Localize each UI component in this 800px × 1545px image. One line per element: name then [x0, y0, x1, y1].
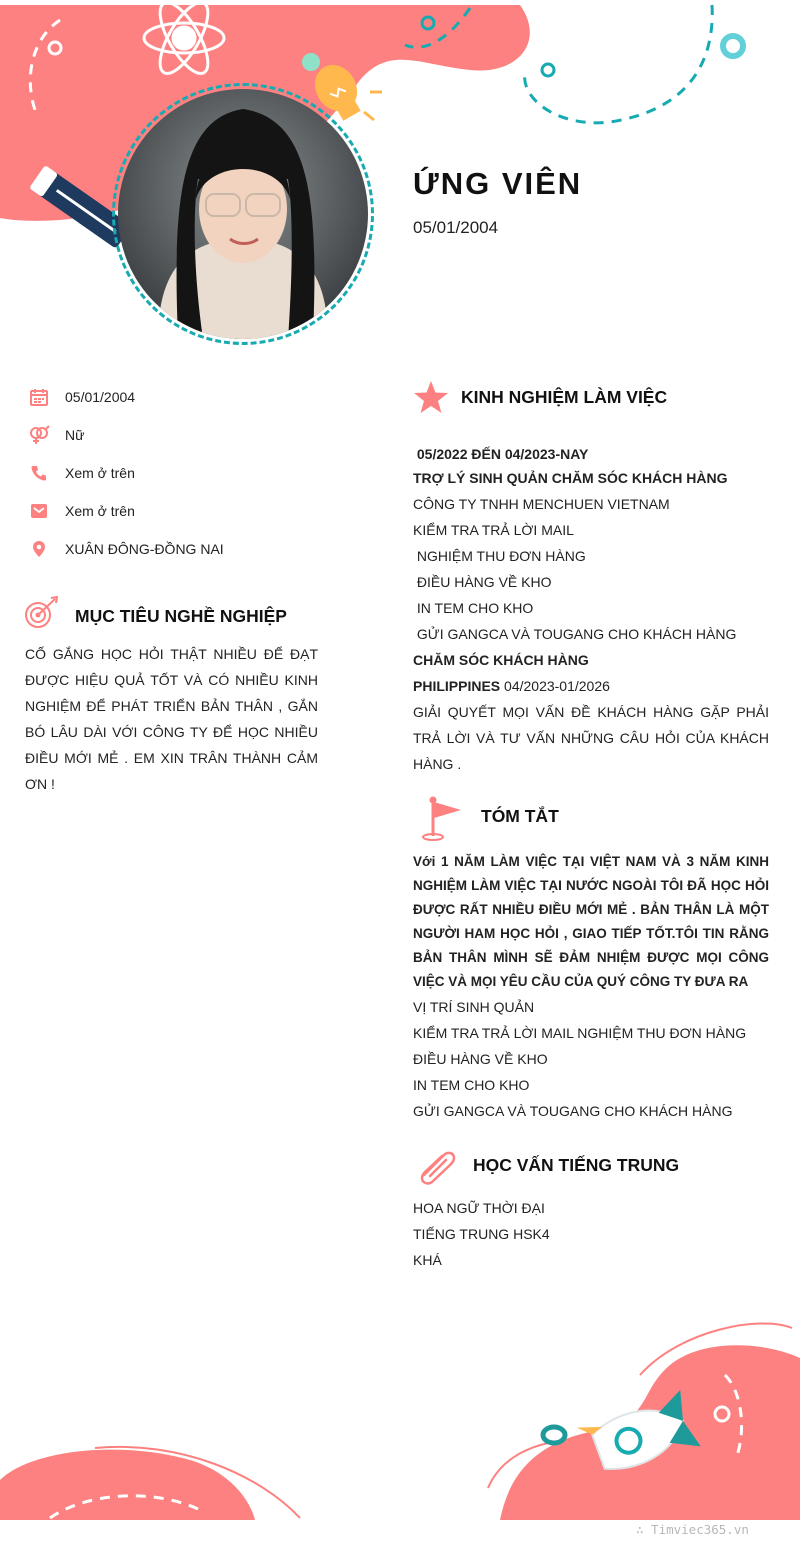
- calendar-icon: [28, 386, 50, 408]
- contact-value: Xem ở trên: [65, 465, 135, 481]
- experience-location-dates: 04/2023-01/2026: [500, 678, 610, 694]
- education-line: HOA NGỮ THỜI ĐẠI: [413, 1200, 545, 1216]
- experience-line: CHĂM SÓC KHÁCH HÀNG: [413, 652, 589, 668]
- education-title: HỌC VẤN TIẾNG TRUNG: [473, 1155, 680, 1175]
- header-birth-date: 05/01/2004: [413, 218, 499, 237]
- avatar: [118, 89, 368, 339]
- phone-icon: [28, 462, 50, 484]
- objective-title: MỤC TIÊU NGHỀ NGHIỆP: [75, 606, 287, 626]
- contact-value: Nữ: [65, 427, 85, 443]
- summary-title: TÓM TẮT: [481, 806, 559, 826]
- contact-address: [28, 537, 224, 561]
- summary-line: KIỂM TRA TRẢ LỜI MAIL NGHIỆM THU ĐƠN HÀNG: [413, 1025, 747, 1041]
- contact-value: XUÂN ĐÔNG-ĐỒNG NAI: [65, 541, 224, 557]
- summary-line: IN TEM CHO KHO: [413, 1077, 530, 1093]
- experience-location-name: PHILIPPINES: [413, 678, 501, 694]
- experience-line: NGHIỆM THU ĐƠN HÀNG: [413, 548, 586, 564]
- experience-line: 05/2022 ĐẾN 04/2023-NAY: [413, 446, 589, 462]
- experience-line: GỬI GANGCA VÀ TOUGANG CHO KHÁCH HÀNG: [413, 626, 737, 642]
- footer-decoration: [0, 1300, 800, 1520]
- contact-value: Xem ở trên: [65, 503, 135, 519]
- contact-birth-date: [28, 385, 135, 409]
- experience-line: TRỢ LÝ SINH QUẢN CHĂM SÓC KHÁCH HÀNG: [413, 470, 728, 486]
- experience-line: ĐIỀU HÀNG VỀ KHO: [413, 574, 552, 590]
- experience-line: KIỂM TRA TRẢ LỜI MAIL: [413, 522, 574, 538]
- watermark: ∴ Timviec365.vn: [636, 1522, 749, 1537]
- experience-line: IN TEM CHO KHO: [413, 600, 534, 616]
- contact-gender: [28, 423, 84, 447]
- flag-icon: [421, 796, 465, 847]
- education-line: KHÁ: [413, 1252, 442, 1268]
- email-icon: [28, 500, 50, 522]
- summary-line: VỊ TRÍ SINH QUẢN: [413, 999, 535, 1015]
- location-pin-icon: [28, 538, 50, 560]
- summary-line: GỬI GANGCA VÀ TOUGANG CHO KHÁCH HÀNG: [413, 1103, 733, 1119]
- candidate-name: ỨNG VIÊN: [413, 166, 583, 201]
- summary-text: Với 1 NĂM LÀM VIỆC TẠI VIỆT NAM VÀ 3 NĂM KINH NGHIỆM LÀM VIỆC TẠI NƯỚC NGOÀI TÔI ĐÃ HỌC HỎI ĐƯỢC RẤT NHIỀU ĐIỀU MỚI MẺ . BẢN THÂN LÀ MỘT NGƯỜI HAM HỌC HỎI , GIAO TIẾP TỐT.TÔI TIN RẰNG BẢN THÂN MÌNH SẼ ĐẢM NHIỆM ĐƯỢC MỌI CÔNG VIỆC VÀ MỌI YÊU CẦU CỦA QUÝ CÔNG TY ĐƯA RA: [413, 854, 769, 989]
- paperclip-icon: [416, 1145, 460, 1190]
- summary-body: [413, 850, 769, 1124]
- gender-icon: [28, 424, 50, 446]
- experience-tail: GIẢI QUYẾT MỌI VẤN ĐỀ KHÁCH HÀNG GẶP PHẢI TRẢ LỜI VÀ TƯ VẤN NHỮNG CÂU HỎI CỦA KHÁCH HÀNG .: [413, 704, 769, 772]
- star-icon: [413, 380, 449, 419]
- contact-value: 05/01/2004: [65, 389, 136, 405]
- target-icon: [24, 596, 60, 635]
- education-body: [413, 1195, 769, 1273]
- education-line: TIẾNG TRUNG HSK4: [413, 1226, 550, 1242]
- summary-line: ĐIỀU HÀNG VỀ KHO: [413, 1051, 548, 1067]
- experience-title: KINH NGHIỆM LÀM VIỆC: [461, 387, 668, 407]
- contact-email: [28, 499, 135, 523]
- objective-text: CỐ GẮNG HỌC HỎI THẬT NHIỀU ĐỂ ĐẠT ĐƯỢC HIỆU QUẢ TỐT VÀ CÓ NHIỀU KINH NGHIỆM ĐỂ PHÁT TRIỂN BẢN THÂN , GẮN BÓ LÂU DÀI VỚI CÔNG TY ĐỂ HỌC NHIỀU ĐIỀU MỚI MẺ . EM XIN TRÂN THÀNH CẢM ƠN !: [25, 646, 318, 792]
- contact-phone: [28, 461, 135, 485]
- experience-line: CÔNG TY TNHH MENCHUEN VIETNAM: [413, 496, 670, 512]
- experience-location: [413, 673, 773, 699]
- experience-list: [413, 441, 773, 777]
